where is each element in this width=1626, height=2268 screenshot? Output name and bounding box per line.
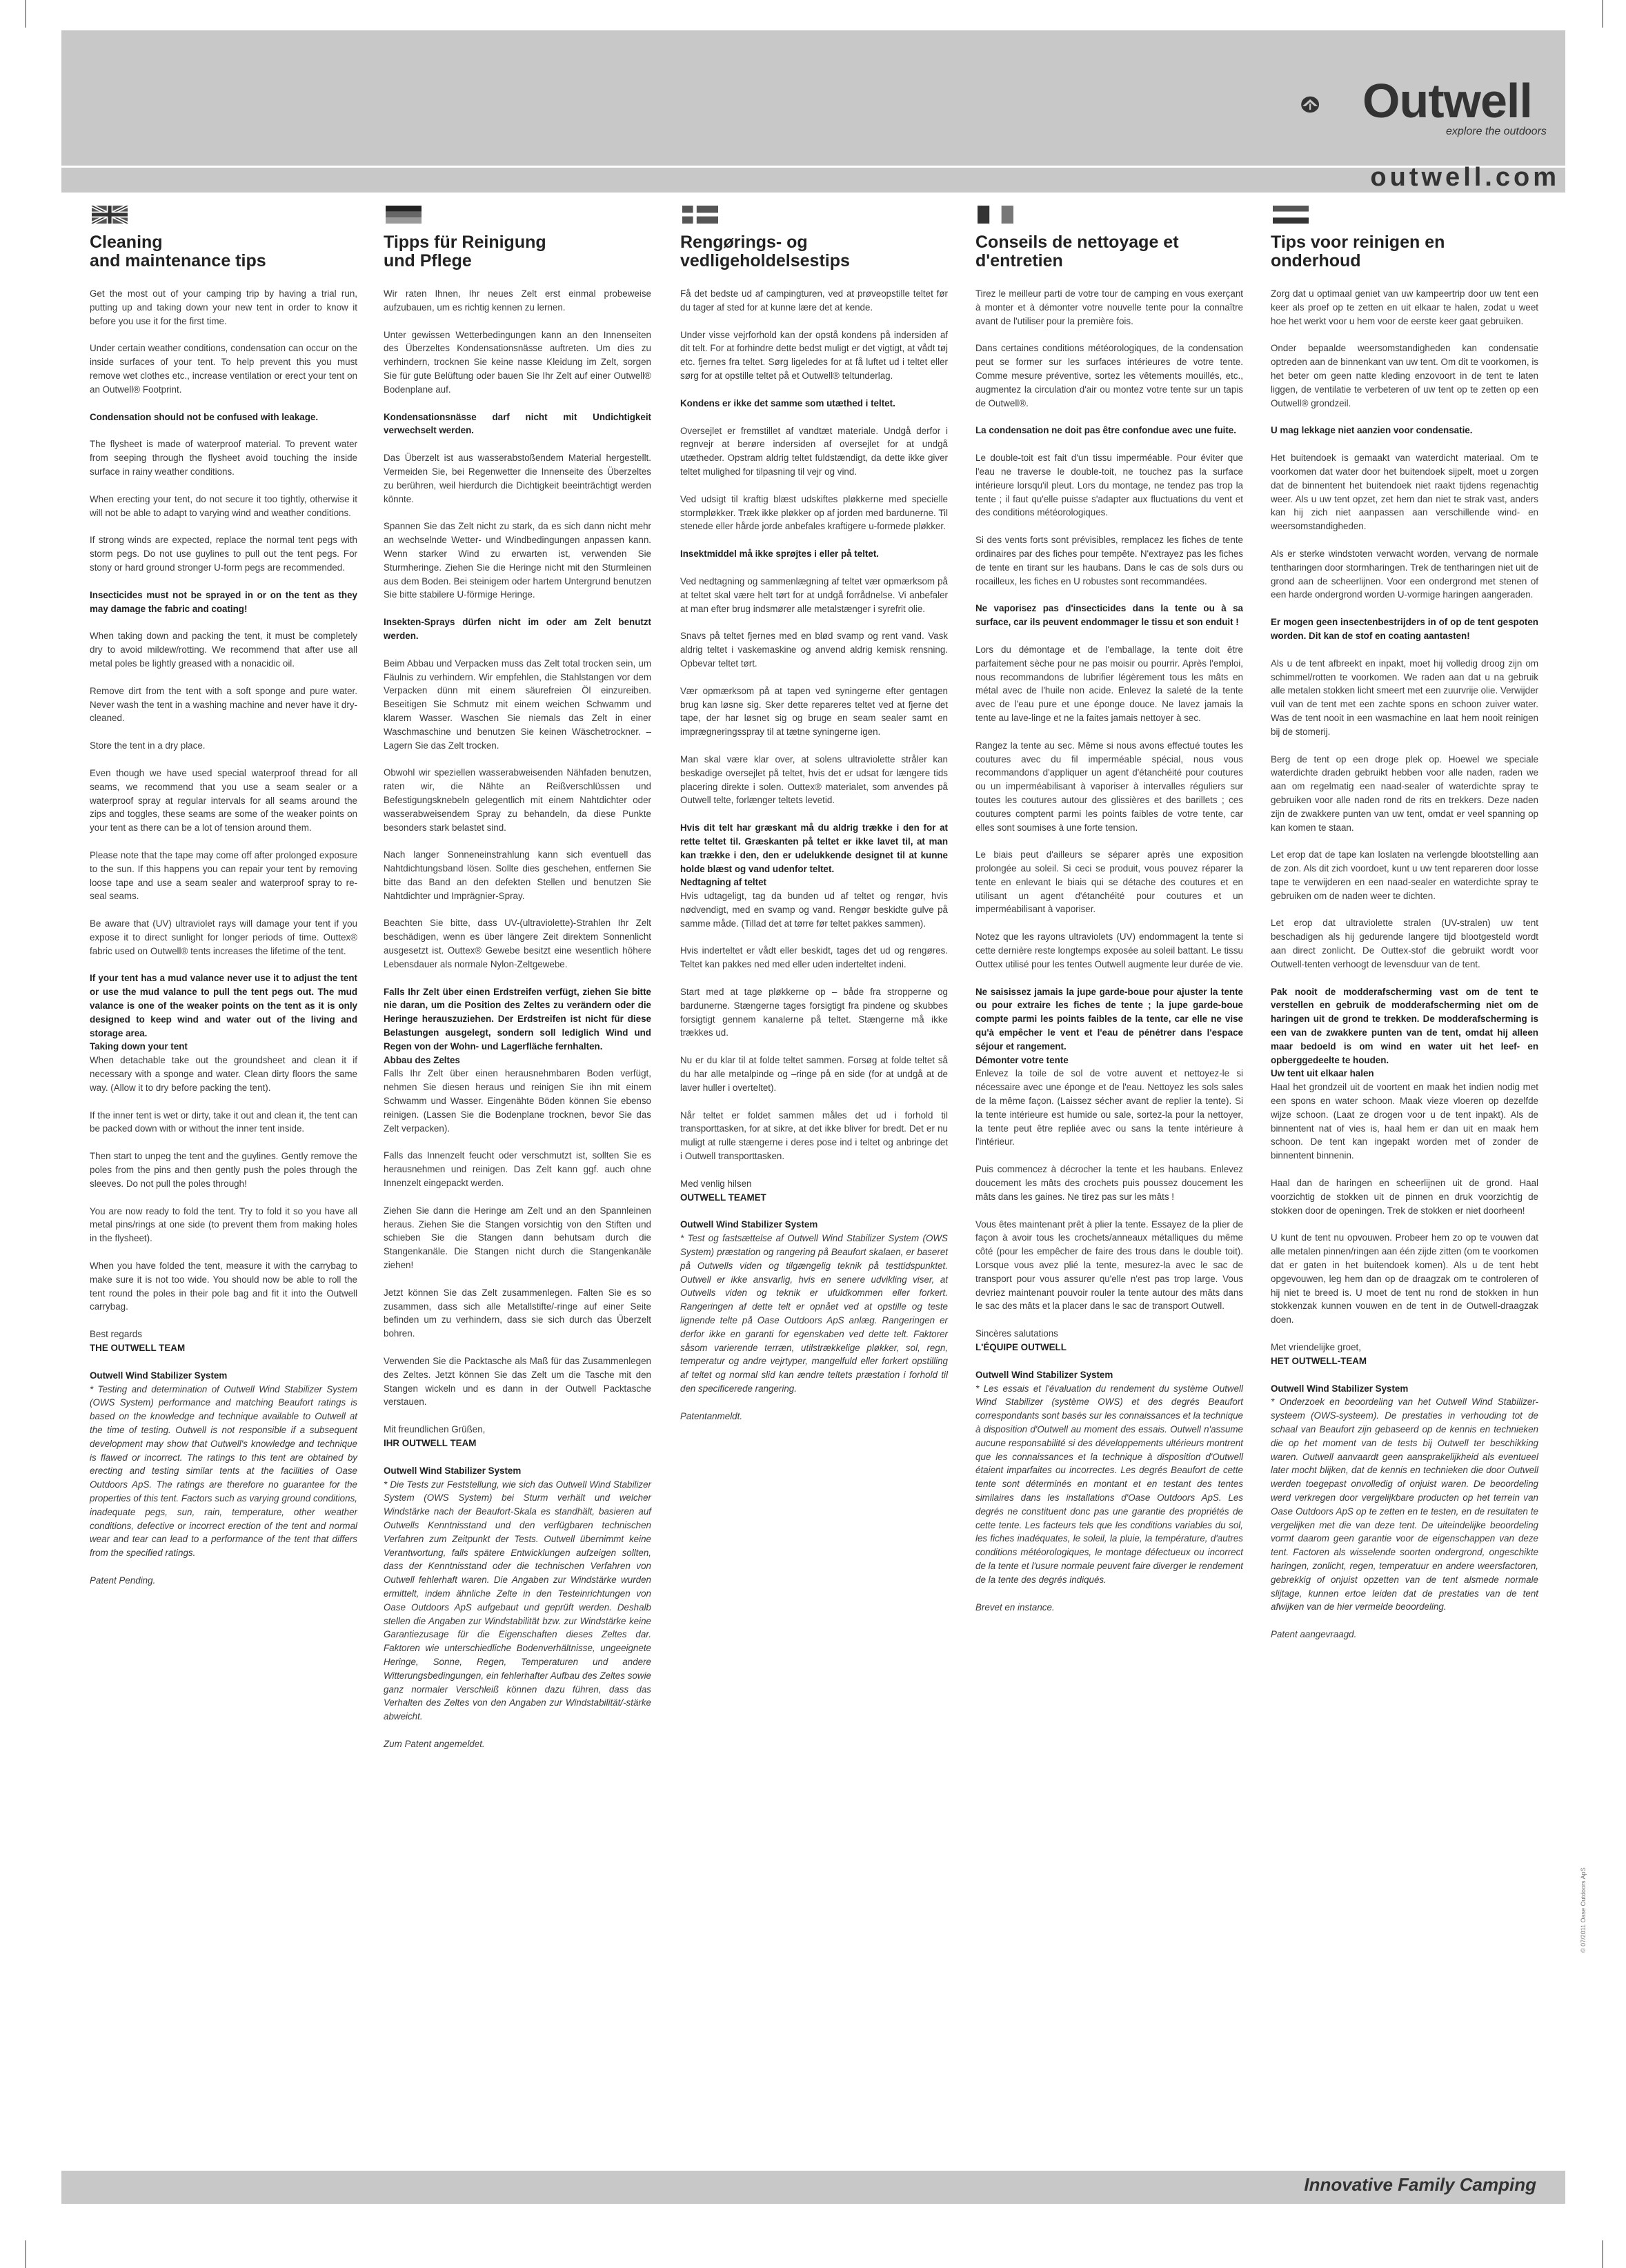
- column-1: [384, 206, 651, 1765]
- paragraph: [975, 643, 1243, 725]
- text-run: Spannen Sie das Zelt nicht zu stark, da es sich dann nicht mehr an wechselnde Wetter- und Windbedingungen anpassen kann. Wenn starker Wind zu erwarten ist, verwenden Sie Sturmheringe. Ziehen Sie die Heringe nicht mit den Sturmleinen aus dem Boden. Bei steinigem oder hartem Untergrund benutzen Sie bitte stabilere U-förmige Heringe.: [384, 521, 651, 600]
- paragraph: [90, 287, 357, 328]
- text-run: * Onderzoek en beoordeling van het Outwell Wind Stabilizer-systeem (OWS-systeem). De prestaties in verhouding tot de schaal van Beaufort zijn gebaseerd op de kennis en technieken die op het moment van de tests bij Outwell ter beschikking waren. Outwell aanvaardt geen aansprakelijkheid als eventueel later mocht blijken, dat de kennis en technieken die door Outwell werden toegepast onvolledig of onjuist waren. De beoordeling werd verkregen door vergelijkbare producten op het terrein van Oase Outdoors ApS op te zetten en te testen, en de resultaten te vergelijken met die van deze tent. De uiteindelijke beoordeling vormt daarom geen garantie voor de eigenschappen van deze tent. Factoren als wisselende soorten ondergrond, ongeschikte haringen, zonlicht, regen, temperatuur en andere weersfactoren, gebrekkig of onjuist opzetten van de tent alsmede normale slijtage, kunnen ertoe leiden dat de prestaties van de tent afwijken van de hier vermelde beoordeling.: [1271, 1397, 1538, 1613]
- paragraph: [384, 985, 651, 1136]
- paragraph: [1271, 547, 1538, 602]
- text-run: Når teltet er foldet sammen måles det ud i forhold til transporttasken, for at sikre, at det ikke bliver for bredt. Det er nu muligt at rulle stængerne i deres pose ind i teltet og anbringe det i Outwell transporttasken.: [680, 1110, 948, 1162]
- paragraph: [975, 985, 1243, 1150]
- text-run: When detachable take out the groundsheet and clean it if necessary with a sponge and water. Clean dirty floors the same way. (Allow it to dry before packing the tent).: [90, 1055, 357, 1093]
- text-run: Insecticides must not be sprayed in or on the tent as they may damage the fabric and coating!: [90, 589, 357, 614]
- paragraph: [1271, 287, 1538, 328]
- text-run: Brevet en instance.: [975, 1601, 1055, 1613]
- text-run: Tirez le meilleur parti de votre tour de camping en vous exerçant à monter et à démonter votre nouvelle tente pour la connaître avant de l'utiliser pour la première fois.: [975, 288, 1243, 326]
- text-run: Het buitendoek is gemaakt van waterdicht materiaal. Om te voorkomen dat water door het buitendoek sijpelt, moet u zorgen dat de binnentent het buitendoek niet raakt tijdens regenachtig weer. Als u uw tent opzet, zet hem dan niet te strak vast, anders kan hij zich niet aanpassen aan verschillende wind- en weersomstandigheden.: [1271, 453, 1538, 532]
- paragraph: [680, 1177, 948, 1205]
- text-run: U kunt de tent nu opvouwen. Probeer hem zo op te vouwen dat alle metalen pinnen/ringen aan één zijde zitten (om te voorkomen dat er gaten in het buitendoek komen). Als u de tent hebt opgevouwen, leg hem dan op de draagzak om te controleren of hij niet te breed is. U moet de tent nu rond de stokken in hun stokkenzak kunnen vouwen en de tent in de Outwell-draagzak doen.: [1271, 1232, 1538, 1325]
- paragraph: [384, 657, 651, 753]
- title-line-2: d'entretien: [975, 251, 1063, 270]
- text-run: Met vriendelijke groet,: [1271, 1342, 1361, 1352]
- text-run: Store the tent in a dry place.: [90, 740, 206, 751]
- text-run: Hvis dit telt har græskant må du aldrig trække i den for at rette teltet til. Græskanten på teltet er ikke lavet til, at man kan trække i den, den er udelukkende designet til at kunne holde blæst og vand udenfor teltet.: [680, 822, 948, 874]
- text-run: Haal het grondzeil uit de voortent en maak het indien nodig met een spons en water schoon. Maak vieze vloeren op dezelfde wijze schoon. (Laat ze drogen voor u de tent inpakt). Als de binnentent nat of vies is, haal hem er dan uit en maak hem schoon. De tent kan ingepakt worden met of zonder de binnentent binnenin.: [1271, 1082, 1538, 1161]
- paragraph: [680, 287, 948, 315]
- column-title: [90, 233, 357, 270]
- germany-flag-icon: [384, 206, 424, 224]
- column-title: [384, 233, 651, 270]
- text-run: Nedtagning af teltet: [680, 877, 766, 888]
- text-run: Als u de tent afbreekt en inpakt, moet hij volledig droog zijn om schimmel/rotten te voorkomen. We raden aan dat u na gebruik alle metalen stokken licht smeert met een zuurvrije olie. Verwijder vuil van de tent met een zachte spons en schoon zuiver water. Was de tent nooit in een wasmachine en laat hem nooit reinigen bij de stomerij.: [1271, 658, 1538, 737]
- paragraph: [975, 602, 1243, 629]
- paragraph: [680, 629, 948, 670]
- text-run: If your tent has a mud valance never use it to adjust the tent or use the mud valance to pull the tent pegs out. The mud valance is one of the weaker points on the tent as it is only designed to keep wind and water out of the living and storage area.: [90, 973, 357, 1038]
- text-run: Beachten Sie bitte, dass UV-(ultraviolette)-Strahlen Ihr Zelt beschädigen, wenn es über längere Zeit direktem Sonnenlicht ausgesetzt ist. Outtex® Gewebe besitzt eine wesentlich höhere Lebensdauer als normale Nylon-Zeltgewebe.: [384, 918, 651, 969]
- paragraph: [975, 1368, 1243, 1587]
- text-run: Abbau des Zeltes: [384, 1054, 460, 1065]
- text-run: Outwell Wind Stabilizer System: [90, 1370, 228, 1381]
- text-run: Then start to unpeg the tent and the guylines. Gently remove the poles from the pins and then gently push the poles through the sleeves. Do not pull the poles through!: [90, 1151, 357, 1189]
- paragraph: [975, 424, 1243, 437]
- brand-name: Outwell: [1362, 74, 1532, 128]
- paragraph: [90, 493, 357, 520]
- crop-mark: [1602, 2240, 1603, 2268]
- column-3: [975, 206, 1243, 1628]
- paragraph: [384, 451, 651, 506]
- paragraph: [680, 547, 948, 561]
- paragraph: [680, 753, 948, 807]
- brand-tagline: explore the outdoors: [1446, 126, 1547, 137]
- title-line-2: onderhoud: [1271, 251, 1361, 270]
- text-run: Patentanmeldt.: [680, 1410, 743, 1421]
- text-run: When erecting your tent, do not secure it too tightly, otherwise it will not be able to adapt to varying wind and weather conditions.: [90, 493, 357, 518]
- text-run: Man skal være klar over, at solens ultraviolette stråler kan beskadige oversejlet på teltet, hvis det er udsat for længere tids placering direkte i solen. Outtex® materialet, som anvendes på Outwell telte, forlænger teltets levetid.: [680, 753, 948, 806]
- paragraph: [1271, 424, 1538, 437]
- paragraph: [1271, 342, 1538, 410]
- paragraph: [90, 1574, 357, 1588]
- text-run: * Die Tests zur Feststellung, wie sich das Outwell Wind Stabilizer System (OWS System) bei Sturm verhält und welcher Windstärke nach der Beaufort-Skala es standhält, basieren auf Outwells Kenntnisstand und den verfügbaren technischen Verfahren zum Zeitpunkt der Tests. Outwell übernimmt keine Verantwortung, falls spätere Entwicklungen aufzeigen sollten, dass der Kenntnisstand oder die technischen Verfahren von Outwell fehlerhaft waren. Die Angaben zur Windstärke wurden ermittelt, indem ähnliche Zelte in den Testeinrichtungen von Oase Outdoors ApS aufgebaut und geprüft werden. Deshalb stellen die Angaben zur Windstabilität bzw. zur Windstärke keine Garantiezusage für die Eigenschaften dieses Zeltes dar. Faktoren wie unterschiedliche Bodenverhältnisse, ungeeignete Heringe, Sonne, Regen, Temperaturen und andere Witterungsbedingungen, ein fehlerhafter Aufbau des Zeltes sowie ganz normaler Verschleiß können dazu führen, dass das Verhalten des Zeltes von den Angaben zur Windstabilität/-stärke abweicht.: [384, 1479, 651, 1722]
- paragraph: [680, 944, 948, 972]
- paragraph: [90, 533, 357, 574]
- text-run: Haal dan de haringen en scheerlijnen uit de grond. Haal voorzichtig de stokken uit de pinnen en druk voorzichtig de stokken door de openingen. Trek de stokken er niet doorheen!: [1271, 1178, 1538, 1216]
- paragraph: [384, 328, 651, 397]
- title-line-1: Conseils de nettoyage et: [975, 233, 1179, 252]
- website-url[interactable]: outwell.com: [1370, 163, 1560, 192]
- paragraph: [680, 397, 948, 411]
- paragraph: [975, 739, 1243, 835]
- paragraph: [680, 328, 948, 383]
- paragraph: [975, 287, 1243, 328]
- paragraph: [90, 684, 357, 725]
- paragraph: [384, 1354, 651, 1409]
- paragraph: [90, 849, 357, 903]
- text-run: Enlevez la toile de sol de votre auvent et nettoyez-le si nécessaire avec une éponge et de l'eau. Nettoyez les sols sales de la même façon. (Laissez sécher avant de replier la tente). Si la tente intérieure est humide ou sale, sortez-la pour la nettoyer, la tente peut être repliée avec ou sans la tente intérieure à l'intérieur.: [975, 1068, 1243, 1147]
- paragraph: [90, 917, 357, 958]
- paragraph: [384, 1423, 651, 1450]
- paragraph: [384, 766, 651, 834]
- text-run: You are now ready to fold the tent. Try to fold it so you have all metal pins/rings at one side (to prevent them from making holes in the flysheet).: [90, 1205, 357, 1244]
- paragraph: [1271, 848, 1538, 903]
- paragraph: [975, 1163, 1243, 1203]
- paragraph: [90, 437, 357, 478]
- text-run: Dans certaines conditions météorologiques, de la condensation peut se former sur les surfaces intérieures de votre tente. Comme mesure préventive, sortez les vêtements mouillés, etc., augmentez la circulation d'air ou montez votre tente sur un tapis de Outwell®.: [975, 343, 1243, 408]
- text-run: Unter gewissen Wetterbedingungen kann an den Innenseiten des Überzeltes Kondensationsnässe auftreten. Um dies zu verhindern, trocknen Sie keine nasse Kleidung im Zelt, sorgen Sie für gute Belüftung oder bauen Sie Ihr Zelt auf einer Outwell® Bodenplane auf.: [384, 329, 651, 395]
- text-run: Sincères salutations: [975, 1328, 1058, 1339]
- title-line-2: and maintenance tips: [90, 251, 266, 270]
- text-run: Taking down your tent: [90, 1041, 188, 1052]
- paragraph: [680, 493, 948, 533]
- paragraph: [90, 767, 357, 835]
- paragraph: [90, 1109, 357, 1136]
- text-run: Insekten-Sprays dürfen nicht im oder am Zelt benutzt werden.: [384, 617, 651, 641]
- paragraph: [680, 821, 948, 930]
- text-run: Outwell Wind Stabilizer System: [1271, 1383, 1409, 1394]
- paragraph: [90, 1205, 357, 1245]
- text-run: Si des vents forts sont prévisibles, remplacez les fiches de tente ordinaires par des fiches pour tempête. N'extrayez pas les fiches de tente en tirant sur les haubans. Dans le cas de sols durs ou rocailleux, les fiches en U robustes sont recommandées.: [975, 535, 1243, 586]
- text-run: Patent Pending.: [90, 1575, 156, 1586]
- text-run: If the inner tent is wet or dirty, take it out and clean it, the tent can be packed down with or without the inner tent inside.: [90, 1110, 357, 1134]
- paragraph: [680, 684, 948, 739]
- copyright-note: © 07/2011 Oase Outdoors ApS: [1580, 1867, 1587, 1953]
- text-run: L'ÉQUIPE OUTWELL: [975, 1342, 1067, 1352]
- text-run: Be aware that (UV) ultraviolet rays will damage your tent if you expose it to direct sunlight for longer periods of time. Outtex® fabric used on Outwell® tents increases the lifetime of the tent.: [90, 918, 357, 956]
- text-run: Ne vaporisez pas d'insecticides dans la tente ou à sa surface, car ils peuvent endommager le tissu et son enduit !: [975, 603, 1243, 628]
- paragraph: [680, 1109, 948, 1163]
- text-run: Le double-toit est fait d'un tissu imperméable. Pour éviter que l'eau ne traverse le double-toit, ne touchez pas la surface intérieure lorsqu'il pleut. Lors du montage, ne tendez pas trop la tente ; il faut qu'elle puisse s'adapter aux fluctuations du vent et des conditions météorologiques.: [975, 453, 1243, 518]
- column-title: [975, 233, 1243, 270]
- paragraph: [680, 1054, 948, 1094]
- text-run: Condensation should not be confused with leakage.: [90, 411, 319, 422]
- text-run: Best regards: [90, 1329, 142, 1340]
- text-run: Please note that the tape may come off after prolonged exposure to the sun. If this happens you can repair your tent by removing loose tape and use a seam sealer and waterproof spray to re-seal seams.: [90, 849, 357, 902]
- text-run: Beim Abbau und Verpacken muss das Zelt total trocken sein, um Fäulnis zu verhindern. Wir empfehlen, die Stahlstangen vor dem Verpacken dünn mit einem säurefreien Öl einzureiben. Beseitigen Sie Schmutz mit einem weichen Schwamm und klarem Wasser. Waschen Sie niemals das Zelt in einer Waschmaschine und benutzen Sie keinen Wäschetrockner. – Lagern Sie das Zelt trocken.: [384, 658, 651, 751]
- text-run: IHR OUTWELL TEAM: [384, 1437, 477, 1448]
- column-0: [90, 206, 357, 1601]
- paragraph: [384, 1204, 651, 1272]
- text-run: Notez que les rayons ultraviolets (UV) endommagent la tente si cette dernière reste longtemps exposée au soleil battant. Le tissu Outtex utilisé pour les tentes Outwell augmente leur durée de vie.: [975, 931, 1243, 969]
- text-run: Kondens er ikke det samme som utæthed i teltet.: [680, 397, 895, 408]
- paragraph: [90, 972, 357, 1094]
- text-run: Under certain weather conditions, condensation can occur on the inside surfaces of your tent. To help prevent this you must remove wet clothes etc., increase ventilation or erect your tent on an Outwell® Footprint.: [90, 343, 357, 395]
- text-run: Das Überzelt ist aus wasserabstoßendem Material hergestellt. Vermeiden Sie, bei Regenwetter die Innenseite des Überzeltes zu berühren, weil hierdurch die Dichtigkeit beeinträchtigt werden könnte.: [384, 453, 651, 504]
- text-run: Falls Ihr Zelt über einen Erdstreifen verfügt, ziehen Sie bitte nie daran, um die Position des Zeltes zu verändern oder die Heringe herauszuziehen. Der Erdstreifen ist nicht für diese Belastungen ausgelegt, sondern soll lediglich Wind und Regen von der Wohn- und Lagerfläche fernhalten.: [384, 986, 651, 1052]
- text-run: Mit freundlichen Grüßen,: [384, 1424, 486, 1435]
- paragraph: [975, 1218, 1243, 1314]
- outwell-logo: [1300, 72, 1369, 141]
- paragraph: [1271, 1341, 1538, 1368]
- paragraph: [90, 1259, 357, 1314]
- title-line-1: Rengørings- og: [680, 233, 808, 252]
- text-run: Patent aangevraagd.: [1271, 1629, 1357, 1640]
- text-run: Oversejlet er fremstillet af vandtæt materiale. Undgå derfor i regnvejr at berøre indersiden af oversejlet for at undgå utætheder. Opstram aldrig teltet fuldstændigt, da dette ikke giver teltet mulighed for tilpasning til vejr og vind.: [680, 425, 948, 477]
- text-run: Ne saisissez jamais la jupe garde-boue pour ajuster la tente ou pour extraire les fiches de tente ; la jupe garde-boue compte parmi les points faibles de la tente, car elle ne vise qu'à empêcher le vent et l'eau de pénétrer dans l'espace séjour et rangement.: [975, 986, 1243, 1052]
- column-title: [680, 233, 948, 270]
- text-run: * Testing and determination of Outwell Wind Stabilizer System (OWS System) performance and matching Beaufort ratings is based on the knowledge and technique available to Outwell at the time of testing. Outwell is not responsible if a subsequent development may show that Outwell's knowledge and technique is flawed or incorrect. The ratings to this tent are obtained by erecting and testing similar tents at the facilities of Oase Outdoors ApS. The ratings are therefore no guarantee for the properties of this tent. Factors such as varying ground conditions, inadequate pegs, sun, rain, temperature, other weather conditions, defective or incorrect erection of the tent and normal wear and tear can lead to a performance of the tent that differs from the specified ratings.: [90, 1383, 357, 1559]
- paragraph: [384, 287, 651, 315]
- text-run: Falls das Innenzelt feucht oder verschmutzt ist, sollten Sie es herausnehmen und reinigen. Das Zelt kann ggf. auch ohne Innenzelt eingepackt werden.: [384, 1150, 651, 1189]
- text-run: Ved nedtagning og sammenlægning af teltet vær opmærksom på at teltet skal være helt tørt for at undgå forrådnelse. Vi anbefaler at man efter brug indsmører alle metalstænger i syrefrit olie.: [680, 575, 948, 614]
- footer-slogan: Innovative Family Camping: [1304, 2174, 1536, 2195]
- text-run: Let erop dat de tape kan loslaten na verlengde blootstelling aan de zon. Als dit zich voordoet, kunt u uw tent repareren door losse tape te verwijderen en een naad-sealer en waterdichte spray te gebruiken om de naden weer te dichten.: [1271, 849, 1538, 901]
- paragraph: [90, 1328, 357, 1355]
- paragraph: [384, 1149, 651, 1190]
- column-title: [1271, 233, 1538, 270]
- crop-mark: [25, 2240, 26, 2268]
- paragraph: [384, 411, 651, 438]
- paragraph: [1271, 615, 1538, 643]
- text-run: Outwell Wind Stabilizer System: [975, 1369, 1113, 1380]
- text-run: Insektmiddel må ikke sprøjtes i eller på teltet.: [680, 549, 880, 560]
- text-run: Under visse vejrforhold kan der opstå kondens på indersiden af dit telt. For at forhindre dette bedst muligt er det vigtigt, at vådt tøj etc. fjernes fra teltet. Sørg ligeledes for at få luftet ud i teltet eller sørg for at opstille teltet på et Outwell® teltunderlag.: [680, 329, 948, 381]
- paragraph: [1271, 1231, 1538, 1327]
- paragraph: [680, 1410, 948, 1423]
- text-run: If strong winds are expected, replace the normal tent pegs with storm pegs. Do not use guylines to pull out the tent pegs. For stony or hard ground stronger U-form pegs are recommended.: [90, 535, 357, 573]
- text-run: Nach langer Sonneneinstrahlung kann sich eventuell das Nahtdichtungsband lösen. Sollte dies geschehen, entfernen Sie bitte das Band an den defekten Stellen und benutzen Sie Nahtdichter und Imprägnier-Spray.: [384, 849, 651, 901]
- text-run: Hvis inderteltet er vådt eller beskidt, tages det ud og rengøres. Teltet kan pakkes ned med eller uden inderteltet indeni.: [680, 945, 948, 970]
- paragraph: [975, 342, 1243, 410]
- paragraph: [90, 411, 357, 424]
- text-run: Als er sterke windstoten verwacht worden, vervang de normale tentharingen door stormharingen. Trek de tentharingen niet uit de grond aan de scheerlijnen. Voor een ondergrond met stenen of een harde ondergrond worden U-vormige haringen aangeraden.: [1271, 548, 1538, 600]
- text-run: La condensation ne doit pas être confondue avec une fuite.: [975, 425, 1236, 436]
- text-run: Vous êtes maintenant prêt à plier la tente. Essayez de la plier de façon à avoir tous les crochets/anneaux métalliques du même côté (pour les empêcher de faire des trous dans le double toit). Lorsque vous avez plié la tente, mesurez-la avec le sac de transport pour vous assurer qu'elle n'est pas trop large. Vous devriez maintenant pouvoir rouler la tente autour des mâts dans le sac des mâts et la placer dans le sac de transport Outwell.: [975, 1219, 1243, 1312]
- text-run: Få det bedste ud af campingturen, ved at prøveopstille teltet før du tager af sted for at kunne lære det at kende.: [680, 288, 948, 313]
- text-run: Jetzt können Sie das Zelt zusammenlegen. Falten Sie es so zusammen, dass sich alle Metallstifte/-ringe auf einer Seite befinden um zu verhindern, dass sie sich durch das Überzelt bohren.: [384, 1287, 651, 1339]
- paragraph: [1271, 451, 1538, 533]
- text-run: Hvis udtageligt, tag da bunden ud af teltet og rengør, hvis nødvendigt, med en svamp og vand. Rengør beskidte gulve på samme måde. (Tillad det at tørre før teltet pakkes sammen).: [680, 891, 948, 929]
- text-run: Start med at tage pløkkerne op – både fra stropperne og bardunerne. Stængerne tages forsigtigt fra pindene og skubbes forsigtigt gennem kanalerne på teltet. Stængerne må ikke trækkes ud.: [680, 987, 948, 1038]
- text-run: Verwenden Sie die Packtasche als Maß für das Zusammenlegen des Zeltes. Jetzt können Sie das Zelt um die Tasche mit den Stangen wickeln und es dann in der Outwell Packtasche verstauen.: [384, 1356, 651, 1408]
- text-run: Falls Ihr Zelt über einen herausnehmbaren Boden verfügt, nehmen Sie diesen heraus und reinigen Sie ihn mit einem Schwamm und Wasser. Eingenähte Böden können Sie ebenso reinigen. (Lassen Sie die Bodenplane trocknen, bevor Sie das Zelt verpacken).: [384, 1068, 651, 1134]
- text-run: Rangez la tente au sec. Même si nous avons effectué toutes les coutures avec du fil imperméable spécial, nous vous recommandons d'appliquer un agent d'étanchéité pour coutures ou un imperméabilisant à vaporiser à intervalles réguliers sur toutes les coutures autour des glissières et des barillets ; ces coutures comptent parmi les points faibles de votre tente, car elles sont soumises à une forte tension.: [975, 740, 1243, 833]
- text-run: Nu er du klar til at folde teltet sammen. Forsøg at folde teltet så du har alle metalpinde og –ringe på en side (for at undgå at de laver huller i overteltet).: [680, 1055, 948, 1093]
- text-run: * Test og fastsættelse af Outwell Wind Stabilizer System (OWS System) præstation og rangering på Beaufort skalaen, er baseret på Outwells viden og tilgængelig teknik på testtidspunktet. Outwell er ikke ansvarlig, hvis en senere udvikling viser, at Outwells viden og teknik er ufuldkommen eller forkert. Rangeringen af dette telt er opnået ved at opstille og teste lignende telte på Oase Outdoors ApS anlæg. Rangeringen er derfor ikke en garanti for egenskaben ved dette telt. Faktorer såsom varierende terræn, utilstrækkelige pløkker, sol, regn, temperatur og andre vejrtyper, mangelfuld eller forkert opstilling af teltet og normal slid kan ændre teltets præstation i forhold til den specificerede rangering.: [680, 1233, 948, 1394]
- paragraph: [975, 1327, 1243, 1354]
- paragraph: [384, 916, 651, 971]
- paragraph: [384, 1464, 651, 1724]
- text-run: Med venlig hilsen: [680, 1178, 752, 1189]
- title-line-1: Tips voor reinigen en: [1271, 233, 1445, 252]
- text-run: Outwell Wind Stabilizer System: [384, 1465, 522, 1476]
- text-run: Démonter votre tente: [975, 1054, 1069, 1065]
- paragraph: [680, 1218, 948, 1395]
- paragraph: [384, 848, 651, 903]
- netherlands-flag-icon: [1271, 206, 1311, 224]
- text-run: Berg de tent op een droge plek op. Hoewel we speciale waterdichte draden gebruikt hebben voor alle naden, raden we aan om regelmatig een naad-sealer of waterdichte spray te gebruiken voor alle naden rond de rits en trekkers. Deze naden zijn de zwakkere punten van uw tent, omdat er veel spanning op kan komen te staan.: [1271, 753, 1538, 833]
- text-run: Obwohl wir speziellen wasserabweisenden Nähfaden benutzen, raten wir, die Nähte an Reißverschlüssen und Befestigungsknebeln gelegentlich mit einem Nahtdichter oder wasserabweisendem Spray zu behandeln, da diese Punkte besonders stark belastet sind.: [384, 767, 651, 833]
- text-run: Pak nooit de modderafscherming vast om de tent te verstellen en gebruik de modderafscherming niet om de haringen uit de grond te trekken. De modderafscherming is een van de zwakkere punten van de tent, omdat hij alleen maar bedoeld is om wind en water uit het leef- en opberggedeelte te houden.: [1271, 986, 1538, 1065]
- paragraph: [975, 848, 1243, 916]
- text-run: Get the most out of your camping trip by having a trial run, putting up and taking down your new tent in order to know it before you use it for the first time.: [90, 288, 357, 326]
- text-run: When you have folded the tent, measure it with the carrybag to make sure it is not too wide. You should now be able to roll the tent round the poles in their pole bag and fit it into the Outwell carrybag.: [90, 1261, 357, 1312]
- paragraph: [1271, 1628, 1538, 1641]
- text-run: When taking down and packing the tent, it must be completely dry to avoid mildew/rotting. We recommend that after use all metal poles be lightly greased with a nonacidic oil.: [90, 631, 357, 669]
- text-run: Zorg dat u optimaal geniet van uw kampeertrip door uw tent een keer als proef op te zetten en uit elkaar te halen, zodat u weet hoe het werkt voor u hem voor de eerste keer gaat gebruiken.: [1271, 288, 1538, 326]
- text-run: HET OUTWELL-TEAM: [1271, 1355, 1367, 1366]
- paragraph: [384, 615, 651, 643]
- text-run: Ved udsigt til kraftig blæst udskiftes pløkkerne med specielle stormpløkker. Træk ikke pløkker op af jorden med bardunerne. Til stenede eller hårde jorde anbefales kraftigere u-formede pløkker.: [680, 493, 948, 532]
- uk-flag-icon: [90, 206, 130, 224]
- title-line-1: Cleaning: [90, 233, 163, 252]
- crop-mark: [1602, 0, 1603, 28]
- text-run: Snavs på teltet fjernes med en blød svamp og rent vand. Vask aldrig teltet i vaskemaskine og anvend aldrig kemisk rensning. Opbevar teltet tørt.: [680, 631, 948, 669]
- paragraph: [384, 1737, 651, 1751]
- text-run: THE OUTWELL TEAM: [90, 1343, 186, 1354]
- text-run: U mag lekkage niet aanzien voor condensatie.: [1271, 425, 1473, 436]
- paragraph: [90, 1369, 357, 1560]
- paragraph: [975, 930, 1243, 971]
- paragraph: [680, 575, 948, 615]
- paragraph: [975, 533, 1243, 588]
- paragraph: [975, 1601, 1243, 1615]
- text-run: Le biais peut d'ailleurs se séparer après une exposition prolongée au soleil. Si ceci se produit, vous pouvez réparer la tente en enlevant le biais qui se détache des coutures et en utilisant un agent d'étanchéité pour coutures et un imperméabilisant à vaporiser.: [975, 849, 1243, 915]
- text-run: Wir raten Ihnen, Ihr neues Zelt erst einmal probeweise aufzubauen, um es richtig kennen zu lernen.: [384, 288, 651, 313]
- column-4: [1271, 206, 1538, 1655]
- paragraph: [90, 589, 357, 616]
- text-run: OUTWELL TEAMET: [680, 1192, 766, 1203]
- paragraph: [90, 1150, 357, 1190]
- paragraph: [90, 342, 357, 396]
- crop-mark: [25, 0, 26, 28]
- text-run: Vær opmærksom på at tapen ved syningerne efter gentagen brug kan løsne sig. Sker dette repareres teltet ved at fjerne det tape, der har løsnet sig og bruge en seam sealer samt en imprægneringsspray til at tætne syningerne igen.: [680, 685, 948, 738]
- column-2: [680, 206, 948, 1437]
- text-run: Kondensationsnässe darf nicht mit Undichtigkeit verwechselt werden.: [384, 411, 651, 436]
- title-line-2: vedligeholdelsestips: [680, 251, 850, 270]
- title-line-1: Tipps für Reinigung: [384, 233, 546, 252]
- france-flag-icon: [975, 206, 1015, 224]
- paragraph: [975, 451, 1243, 520]
- text-run: Lors du démontage et de l'emballage, la tente doit être parfaitement sèche pour ne pas moisir ou pourrir. Après l'emploi, nous recommandons de lubrifier légèrement tous les mâts en métal avec de l'huile non acide. Enlevez la saleté de la tente avec de l'eau pure et une éponge douce. Ne lavez jamais la tente au lave-linge et ne la faites jamais nettoyer à sec.: [975, 644, 1243, 723]
- paragraph: [1271, 657, 1538, 739]
- paragraph: [384, 1286, 651, 1341]
- website-band: [61, 168, 1565, 193]
- text-run: Remove dirt from the tent with a soft sponge and pure water. Never wash the tent in a washing machine and never have it dry-cleaned.: [90, 685, 357, 724]
- paragraph: [680, 424, 948, 479]
- paragraph: [1271, 985, 1538, 1163]
- paragraph: [384, 520, 651, 602]
- text-run: Outwell Wind Stabilizer System: [680, 1219, 818, 1230]
- paragraph: [90, 629, 357, 670]
- paragraph: [1271, 1176, 1538, 1217]
- paragraph: [1271, 916, 1538, 971]
- text-run: Even though we have used special waterproof thread for all seams, we recommend that you use a seam sealer or a waterproof spray at regular intervals for all seams around the zips and toggles, these seams are some of the weaker points on your tent as there can be a lot of tension around them.: [90, 767, 357, 834]
- paragraph: [680, 985, 948, 1040]
- text-run: The flysheet is made of waterproof material. To prevent water from seeping through the flysheet avoid touching the inside surface in rainy weather conditions.: [90, 439, 357, 477]
- text-run: Onder bepaalde weersomstandigheden kan condensatie optreden aan de binnenkant van uw tent. Om dit te voorkomen, is het beter om geen natte kleding enzovoort in de tent te laten liggen, de ventilatie te verbeteren of uw tent op te zetten op een Outwell® grondzeil.: [1271, 343, 1538, 408]
- text-run: Zum Patent angemeldet.: [384, 1738, 485, 1749]
- text-run: Puis commencez à décrocher la tente et les haubans. Enlevez doucement les mâts des crochets puis poussez doucement les mâts dans les gaines. Ne tirez pas sur les mâts !: [975, 1164, 1243, 1202]
- text-run: Er mogen geen insectenbestrijders in of op de tent gespoten worden. Dit kan de stof en coating aantasten!: [1271, 617, 1538, 641]
- paragraph: [1271, 1382, 1538, 1615]
- text-run: * Les essais et l'évaluation du rendement du système Outwell Wind Stabilizer (système OWS) et des degrés Beaufort correspondants sont basés sur les connaissances et la technique à disposition d'Outwell au moment des essais. Outwell n'assume aucune responsabilité si des développements ultérieurs montrent que les connaissances et la technique à disposition d'Outwell étaient imparfaites ou incorrectes. Les degrés Beaufort de cette tente sont déterminés en montant et en testant des tentes similaires dans les installations d'Oase Outdoors ApS. Les degrés ne constituent donc pas une garantie des propriétés de cette tente. Les facteurs tels que les conditions variables du sol, les fiches inadéquates, le soleil, la pluie, la température, d'autres conditions météorologiques, le montage défectueux ou incorrect de la tente et l'usure normale peuvent faire diverger le rendement de la tente des degrés indiqués.: [975, 1383, 1243, 1585]
- text-run: Uw tent uit elkaar halen: [1271, 1068, 1374, 1079]
- denmark-flag-icon: [680, 206, 720, 224]
- paragraph: [1271, 753, 1538, 835]
- text-run: Ziehen Sie dann die Heringe am Zelt und an den Spannleinen heraus. Ziehen Sie die Stangen vorsichtig von den Stiften und schieben Sie die Stangen dann behutsam durch die Stangenkanäle. Die Stangen nicht durch die Stangenkanäle ziehen!: [384, 1205, 651, 1271]
- title-line-2: und Pflege: [384, 251, 472, 270]
- paragraph: [90, 739, 357, 753]
- text-run: Let erop dat ultraviolette stralen (UV-stralen) uw tent beschadigen als hij gedurende langere tijd blootgesteld wordt aan direct zonlicht. De Outtex-stof die gebruikt wordt voor Outwell-tenten verhoogt de levensduur van de tent.: [1271, 918, 1538, 969]
